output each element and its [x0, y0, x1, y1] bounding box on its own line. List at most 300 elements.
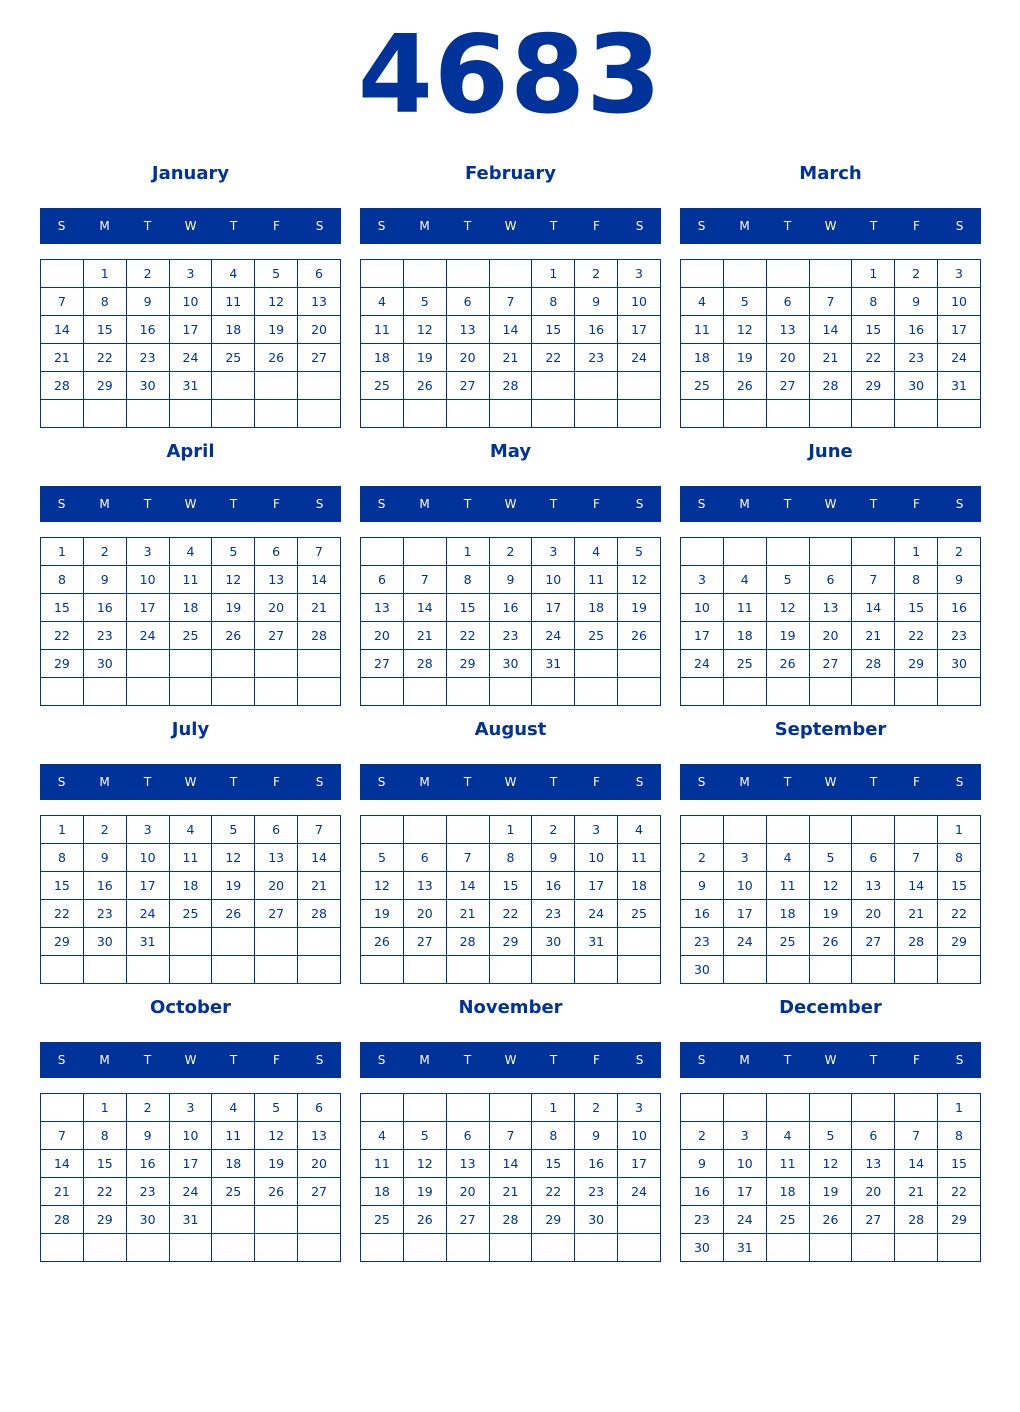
day-cell: 3: [126, 816, 169, 844]
empty-day-cell: [809, 956, 852, 984]
day-cell: 30: [532, 928, 575, 956]
day-cell: 8: [895, 566, 938, 594]
empty-day-cell: [766, 260, 809, 288]
weekday-header: [360, 486, 661, 522]
month-name: January: [151, 163, 230, 184]
empty-day-cell: [255, 956, 298, 984]
day-cell: 17: [532, 594, 575, 622]
day-cell: 1: [532, 1094, 575, 1122]
weekday-label: T: [783, 775, 792, 789]
empty-day-cell: [809, 1234, 852, 1262]
day-cell: 27: [255, 900, 298, 928]
day-cell: 7: [41, 288, 84, 316]
day-cell: 2: [126, 1094, 169, 1122]
day-cell: 7: [489, 1122, 532, 1150]
weekday-label: F: [593, 1053, 600, 1067]
empty-day-cell: [361, 1094, 404, 1122]
day-cell: 9: [83, 844, 126, 872]
weekday-label: M: [739, 1053, 750, 1067]
empty-day-cell: [126, 400, 169, 428]
week-row: [361, 344, 661, 372]
weekday-label: M: [99, 497, 110, 511]
weekday-label: M: [739, 219, 750, 233]
day-cell: 13: [852, 872, 895, 900]
day-cell: 28: [809, 372, 852, 400]
day-cell: 15: [532, 1150, 575, 1178]
weekday-label: F: [913, 775, 920, 789]
month-name: April: [166, 441, 215, 462]
day-cell: 23: [895, 344, 938, 372]
empty-day-cell: [403, 400, 446, 428]
weekday-label: W: [184, 1053, 197, 1067]
empty-day-cell: [403, 538, 446, 566]
day-cell: 3: [126, 538, 169, 566]
weekday-label: F: [593, 497, 600, 511]
empty-day-cell: [723, 816, 766, 844]
day-cell: 1: [41, 816, 84, 844]
weekday-label: S: [315, 775, 324, 789]
day-grid: [40, 537, 341, 706]
day-cell: 4: [212, 1094, 255, 1122]
week-row: [681, 538, 981, 566]
day-cell: 5: [361, 844, 404, 872]
empty-day-cell: [766, 1234, 809, 1262]
empty-day-cell: [212, 372, 255, 400]
day-cell: 18: [361, 1178, 404, 1206]
day-cell: 9: [126, 288, 169, 316]
month-name: July: [171, 719, 210, 740]
empty-day-cell: [255, 372, 298, 400]
day-cell: 20: [766, 344, 809, 372]
day-cell: 6: [766, 288, 809, 316]
day-cell: 2: [575, 260, 618, 288]
day-cell: 5: [809, 1122, 852, 1150]
week-row: [41, 1094, 341, 1122]
day-cell: 24: [723, 928, 766, 956]
weekday-label: W: [504, 497, 517, 511]
day-cell: 20: [255, 872, 298, 900]
day-cell: 13: [766, 316, 809, 344]
day-cell: 2: [532, 816, 575, 844]
day-cell: 11: [212, 288, 255, 316]
day-cell: 28: [298, 622, 341, 650]
week-row: [41, 1178, 341, 1206]
day-cell: 19: [618, 594, 661, 622]
empty-day-cell: [212, 678, 255, 706]
day-cell: 15: [532, 316, 575, 344]
day-cell: 30: [126, 1206, 169, 1234]
day-cell: 26: [618, 622, 661, 650]
day-cell: 19: [403, 344, 446, 372]
day-cell: 4: [212, 260, 255, 288]
day-cell: 5: [212, 538, 255, 566]
week-row: [681, 1206, 981, 1234]
day-cell: 15: [938, 872, 981, 900]
day-cell: 18: [212, 316, 255, 344]
day-cell: 22: [446, 622, 489, 650]
day-cell: 25: [575, 622, 618, 650]
day-cell: 4: [681, 288, 724, 316]
weekday-label: W: [824, 775, 837, 789]
day-cell: 14: [895, 1150, 938, 1178]
week-row: [681, 1178, 981, 1206]
day-cell: 7: [852, 566, 895, 594]
day-cell: 10: [681, 594, 724, 622]
empty-day-cell: [681, 1094, 724, 1122]
day-grid: [40, 259, 341, 428]
day-cell: 1: [83, 260, 126, 288]
empty-day-cell: [681, 260, 724, 288]
day-cell: 23: [575, 1178, 618, 1206]
week-row: [681, 566, 981, 594]
day-cell: 25: [212, 1178, 255, 1206]
day-cell: 5: [766, 566, 809, 594]
empty-day-cell: [298, 928, 341, 956]
week-row: [41, 1122, 341, 1150]
day-cell: 17: [938, 316, 981, 344]
day-cell: 3: [169, 260, 212, 288]
empty-day-cell: [575, 678, 618, 706]
weekday-label: W: [504, 1053, 517, 1067]
empty-day-cell: [723, 678, 766, 706]
day-cell: 7: [489, 288, 532, 316]
day-cell: 21: [809, 344, 852, 372]
day-cell: 22: [532, 1178, 575, 1206]
empty-day-cell: [298, 1206, 341, 1234]
weekday-label: M: [419, 775, 430, 789]
day-cell: 9: [681, 872, 724, 900]
week-row: [681, 316, 981, 344]
day-cell: 22: [938, 900, 981, 928]
weekday-header: [40, 1042, 341, 1078]
day-cell: 21: [895, 900, 938, 928]
day-cell: 20: [852, 1178, 895, 1206]
week-row: [41, 400, 341, 428]
day-cell: 24: [618, 344, 661, 372]
day-cell: 27: [809, 650, 852, 678]
week-row: [41, 538, 341, 566]
day-cell: 28: [403, 650, 446, 678]
day-cell: 12: [403, 1150, 446, 1178]
day-cell: 26: [809, 1206, 852, 1234]
empty-day-cell: [681, 538, 724, 566]
week-row: [41, 650, 341, 678]
weekday-label: T: [463, 497, 472, 511]
empty-day-cell: [361, 260, 404, 288]
weekday-label: T: [869, 1053, 878, 1067]
day-cell: 19: [723, 344, 766, 372]
day-cell: 9: [938, 566, 981, 594]
week-row: [41, 844, 341, 872]
day-cell: 28: [489, 1206, 532, 1234]
month-name: March: [799, 163, 862, 184]
empty-day-cell: [298, 678, 341, 706]
empty-day-cell: [723, 538, 766, 566]
weekday-label: W: [824, 219, 837, 233]
week-row: [681, 260, 981, 288]
day-cell: 29: [41, 650, 84, 678]
weekday-label: T: [549, 775, 558, 789]
day-cell: 8: [41, 844, 84, 872]
day-cell: 15: [446, 594, 489, 622]
day-cell: 7: [41, 1122, 84, 1150]
day-cell: 16: [126, 316, 169, 344]
week-row: [361, 1178, 661, 1206]
empty-day-cell: [766, 400, 809, 428]
empty-day-cell: [532, 1234, 575, 1262]
empty-day-cell: [83, 1234, 126, 1262]
day-cell: 25: [766, 928, 809, 956]
day-cell: 21: [298, 594, 341, 622]
week-row: [361, 566, 661, 594]
day-cell: 1: [532, 260, 575, 288]
day-cell: 28: [852, 650, 895, 678]
day-cell: 26: [255, 1178, 298, 1206]
empty-day-cell: [255, 1206, 298, 1234]
day-cell: 16: [126, 1150, 169, 1178]
day-cell: 9: [489, 566, 532, 594]
empty-day-cell: [298, 400, 341, 428]
day-cell: 31: [575, 928, 618, 956]
weekday-label: T: [463, 1053, 472, 1067]
day-grid: [40, 815, 341, 984]
empty-day-cell: [255, 928, 298, 956]
day-cell: 13: [255, 566, 298, 594]
day-cell: 10: [126, 844, 169, 872]
day-cell: 23: [83, 622, 126, 650]
weekday-header: [40, 208, 341, 244]
weekday-label: S: [377, 1053, 386, 1067]
empty-day-cell: [723, 400, 766, 428]
empty-day-cell: [532, 956, 575, 984]
weekday-label: T: [229, 1053, 238, 1067]
empty-day-cell: [575, 372, 618, 400]
day-cell: 9: [83, 566, 126, 594]
week-row: [41, 260, 341, 288]
weekday-label: W: [824, 497, 837, 511]
week-row: [681, 344, 981, 372]
empty-day-cell: [361, 816, 404, 844]
week-row: [681, 288, 981, 316]
day-cell: 28: [298, 900, 341, 928]
weekday-label: T: [229, 497, 238, 511]
empty-day-cell: [809, 1094, 852, 1122]
day-cell: 5: [403, 1122, 446, 1150]
empty-day-cell: [809, 538, 852, 566]
day-cell: 18: [169, 872, 212, 900]
empty-day-cell: [361, 678, 404, 706]
day-cell: 12: [766, 594, 809, 622]
day-grid: [360, 815, 661, 984]
day-cell: 17: [618, 316, 661, 344]
empty-day-cell: [212, 956, 255, 984]
empty-day-cell: [41, 400, 84, 428]
week-row: [681, 900, 981, 928]
empty-day-cell: [361, 538, 404, 566]
day-cell: 9: [532, 844, 575, 872]
weekday-label: F: [913, 219, 920, 233]
empty-day-cell: [212, 1206, 255, 1234]
day-cell: 29: [532, 1206, 575, 1234]
day-cell: 30: [681, 956, 724, 984]
day-cell: 21: [489, 344, 532, 372]
day-cell: 8: [532, 288, 575, 316]
week-row: [41, 372, 341, 400]
day-cell: 26: [212, 622, 255, 650]
day-cell: 22: [852, 344, 895, 372]
empty-day-cell: [361, 400, 404, 428]
day-cell: 23: [575, 344, 618, 372]
day-cell: 25: [766, 1206, 809, 1234]
month-name: June: [808, 441, 853, 462]
day-cell: 3: [938, 260, 981, 288]
day-cell: 29: [938, 1206, 981, 1234]
day-cell: 12: [618, 566, 661, 594]
weekday-label: T: [549, 1053, 558, 1067]
empty-day-cell: [446, 260, 489, 288]
day-cell: 24: [575, 900, 618, 928]
week-row: [361, 928, 661, 956]
empty-day-cell: [895, 1094, 938, 1122]
day-cell: 9: [575, 288, 618, 316]
weekday-header: [40, 764, 341, 800]
empty-day-cell: [618, 372, 661, 400]
week-row: [41, 872, 341, 900]
day-cell: 14: [41, 1150, 84, 1178]
day-cell: 7: [446, 844, 489, 872]
week-row: [41, 1150, 341, 1178]
day-cell: 20: [809, 622, 852, 650]
week-row: [361, 1150, 661, 1178]
day-cell: 14: [298, 566, 341, 594]
day-cell: 5: [403, 288, 446, 316]
week-row: [361, 316, 661, 344]
day-cell: 18: [212, 1150, 255, 1178]
empty-day-cell: [809, 260, 852, 288]
day-cell: 3: [532, 538, 575, 566]
weekday-label: T: [463, 775, 472, 789]
day-cell: 16: [938, 594, 981, 622]
day-cell: 12: [212, 566, 255, 594]
day-cell: 22: [938, 1178, 981, 1206]
day-cell: 7: [298, 538, 341, 566]
month-name: December: [779, 997, 882, 1018]
day-cell: 17: [169, 316, 212, 344]
day-cell: 23: [938, 622, 981, 650]
day-cell: 2: [83, 816, 126, 844]
week-row: [681, 1234, 981, 1262]
day-cell: 3: [618, 1094, 661, 1122]
day-grid: [360, 259, 661, 428]
weekday-label: S: [697, 497, 706, 511]
day-cell: 29: [852, 372, 895, 400]
day-cell: 15: [895, 594, 938, 622]
day-cell: 28: [41, 372, 84, 400]
day-cell: 2: [575, 1094, 618, 1122]
empty-day-cell: [681, 678, 724, 706]
day-cell: 30: [895, 372, 938, 400]
day-cell: 13: [852, 1150, 895, 1178]
week-row: [361, 594, 661, 622]
weekday-label: M: [419, 497, 430, 511]
day-cell: 11: [766, 872, 809, 900]
day-cell: 16: [681, 1178, 724, 1206]
empty-day-cell: [575, 956, 618, 984]
day-cell: 10: [169, 288, 212, 316]
day-cell: 29: [895, 650, 938, 678]
day-cell: 17: [723, 1178, 766, 1206]
weekday-label: S: [57, 775, 66, 789]
day-cell: 5: [618, 538, 661, 566]
weekday-label: S: [697, 775, 706, 789]
day-cell: 14: [852, 594, 895, 622]
empty-day-cell: [766, 1094, 809, 1122]
weekday-label: M: [99, 1053, 110, 1067]
day-cell: 12: [255, 288, 298, 316]
empty-day-cell: [403, 678, 446, 706]
day-cell: 19: [212, 594, 255, 622]
weekday-label: S: [635, 775, 644, 789]
week-row: [361, 900, 661, 928]
week-row: [361, 678, 661, 706]
day-cell: 19: [255, 1150, 298, 1178]
day-cell: 30: [83, 928, 126, 956]
day-cell: 16: [83, 872, 126, 900]
day-cell: 8: [446, 566, 489, 594]
day-cell: 6: [446, 1122, 489, 1150]
weekday-label: S: [635, 1053, 644, 1067]
day-cell: 7: [895, 1122, 938, 1150]
day-cell: 19: [809, 1178, 852, 1206]
day-cell: 31: [723, 1234, 766, 1262]
day-cell: 17: [575, 872, 618, 900]
day-cell: 2: [489, 538, 532, 566]
day-cell: 16: [681, 900, 724, 928]
empty-day-cell: [298, 1234, 341, 1262]
day-grid: [360, 537, 661, 706]
empty-day-cell: [809, 816, 852, 844]
weekday-label: S: [955, 1053, 964, 1067]
day-cell: 15: [41, 594, 84, 622]
day-cell: 28: [489, 372, 532, 400]
day-cell: 4: [723, 566, 766, 594]
day-cell: 11: [212, 1122, 255, 1150]
day-cell: 16: [575, 316, 618, 344]
day-cell: 7: [809, 288, 852, 316]
empty-day-cell: [723, 1094, 766, 1122]
day-cell: 6: [361, 566, 404, 594]
weekday-label: M: [419, 219, 430, 233]
day-cell: 19: [766, 622, 809, 650]
week-row: [41, 344, 341, 372]
weekday-label: M: [419, 1053, 430, 1067]
empty-day-cell: [489, 260, 532, 288]
day-cell: 18: [723, 622, 766, 650]
empty-day-cell: [41, 1234, 84, 1262]
day-cell: 31: [169, 1206, 212, 1234]
day-cell: 2: [938, 538, 981, 566]
day-cell: 6: [298, 1094, 341, 1122]
day-cell: 27: [403, 928, 446, 956]
week-row: [361, 1234, 661, 1262]
day-cell: 2: [126, 260, 169, 288]
day-cell: 3: [723, 1122, 766, 1150]
day-cell: 1: [41, 538, 84, 566]
weekday-header: [360, 764, 661, 800]
day-cell: 31: [169, 372, 212, 400]
week-row: [361, 622, 661, 650]
empty-day-cell: [895, 816, 938, 844]
